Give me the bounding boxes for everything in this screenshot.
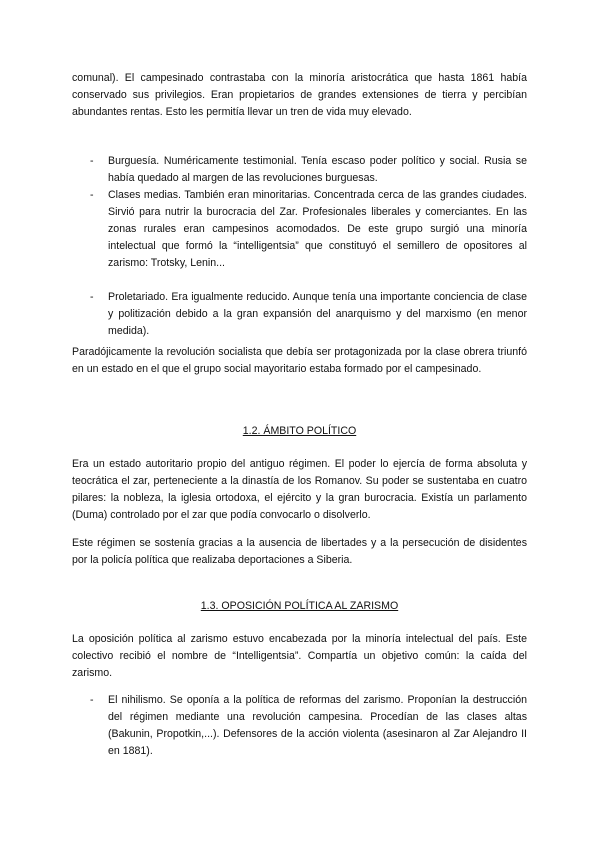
list-bullet: -	[90, 155, 94, 167]
section-heading-opposition: 1.3. OPOSICIÓN POLÍTICA AL ZARISMO	[200, 600, 399, 612]
paradox-paragraph: Paradójicamente la revolución socialista que debía ser protagonizada por la clase obrera triunfó en un estado en el que el grupo social mayoritario estaba formado por el campesinado.	[72, 346, 527, 375]
list-item-proletariado	[72, 289, 527, 340]
list-bullet: -	[90, 694, 94, 706]
political-paragraph-1: Era un estado autoritario propio del antiguo régimen. El poder lo ejercía de forma absoluta y teocrática el zar, perteneciente a la dinastía de los Romanov. Su poder se sustentaba en cuatro pilares: la nobleza, la iglesia ortodoxa, el ejército y la gran burocracia. Existía un parlamento (Duma) controlado por el zar que podía convocarlo o disolverlo.	[72, 458, 527, 521]
list-bullet: -	[90, 291, 94, 303]
list-item-text: Burguesía. Numéricamente testimonial. Tenía escaso poder político y social. Rusia se había quedado al margen de las revoluciones burguesas.	[108, 155, 527, 184]
list-item-clases-medias	[72, 187, 527, 272]
opposition-paragraph: La oposición política al zarismo estuvo encabezada por la minoría intelectual del país. Este colectivo recibió el nombre de “Intelligentsia”. Compartía un objetivo común: la caída del zarismo.	[72, 633, 527, 679]
opposition-list	[72, 692, 527, 760]
list-item-text: El nihilismo. Se oponía a la política de reformas del zarismo. Proponían la destrucción del régimen mediante una revolución campesina. Procedían de las clases altas (Bakunin, Propotkin,...). Defensores de la acción violenta (asesinaron al Zar Alejandro II en 1881).	[108, 694, 527, 757]
list-item-text: Clases medias. También eran minoritarias. Concentrada cerca de las grandes ciudades. Sirvió para nutrir la burocracia del Zar. Profesionales liberales y comerciantes. En las zonas rurales eran campesinos acomodados. De este grupo surgió una minoría intelectual que formó la “intelligentsia” que constituyó el semillero de opositores al zarismo: Trotsky, Lenin...	[108, 189, 527, 269]
list-item-text: Proletariado. Era igualmente reducido. Aunque tenía una importante conciencia de clase y politización debido a la gran expansión del anarquismo y del marxismo (en menor medida).	[108, 291, 527, 337]
social-classes-list	[72, 153, 527, 340]
political-paragraph-2: Este régimen se sostenía gracias a la ausencia de libertades y a la persecución de disidentes por la policía política que realizaba deportaciones a Siberia.	[72, 537, 527, 566]
list-item-burguesia	[72, 153, 527, 187]
section-heading-political: 1.2. ÁMBITO POLÍTICO	[242, 425, 357, 437]
list-item-nihilismo	[72, 692, 527, 760]
list-bullet: -	[90, 189, 94, 201]
intro-paragraph: comunal). El campesinado contrastaba con la minoría aristocrática que hasta 1861 había conservado sus privilegios. Eran propietarios de grandes extensiones de tierra y percibían abundantes rentas. Esto les permitía llevar un tren de vida muy elevado.	[72, 72, 527, 118]
